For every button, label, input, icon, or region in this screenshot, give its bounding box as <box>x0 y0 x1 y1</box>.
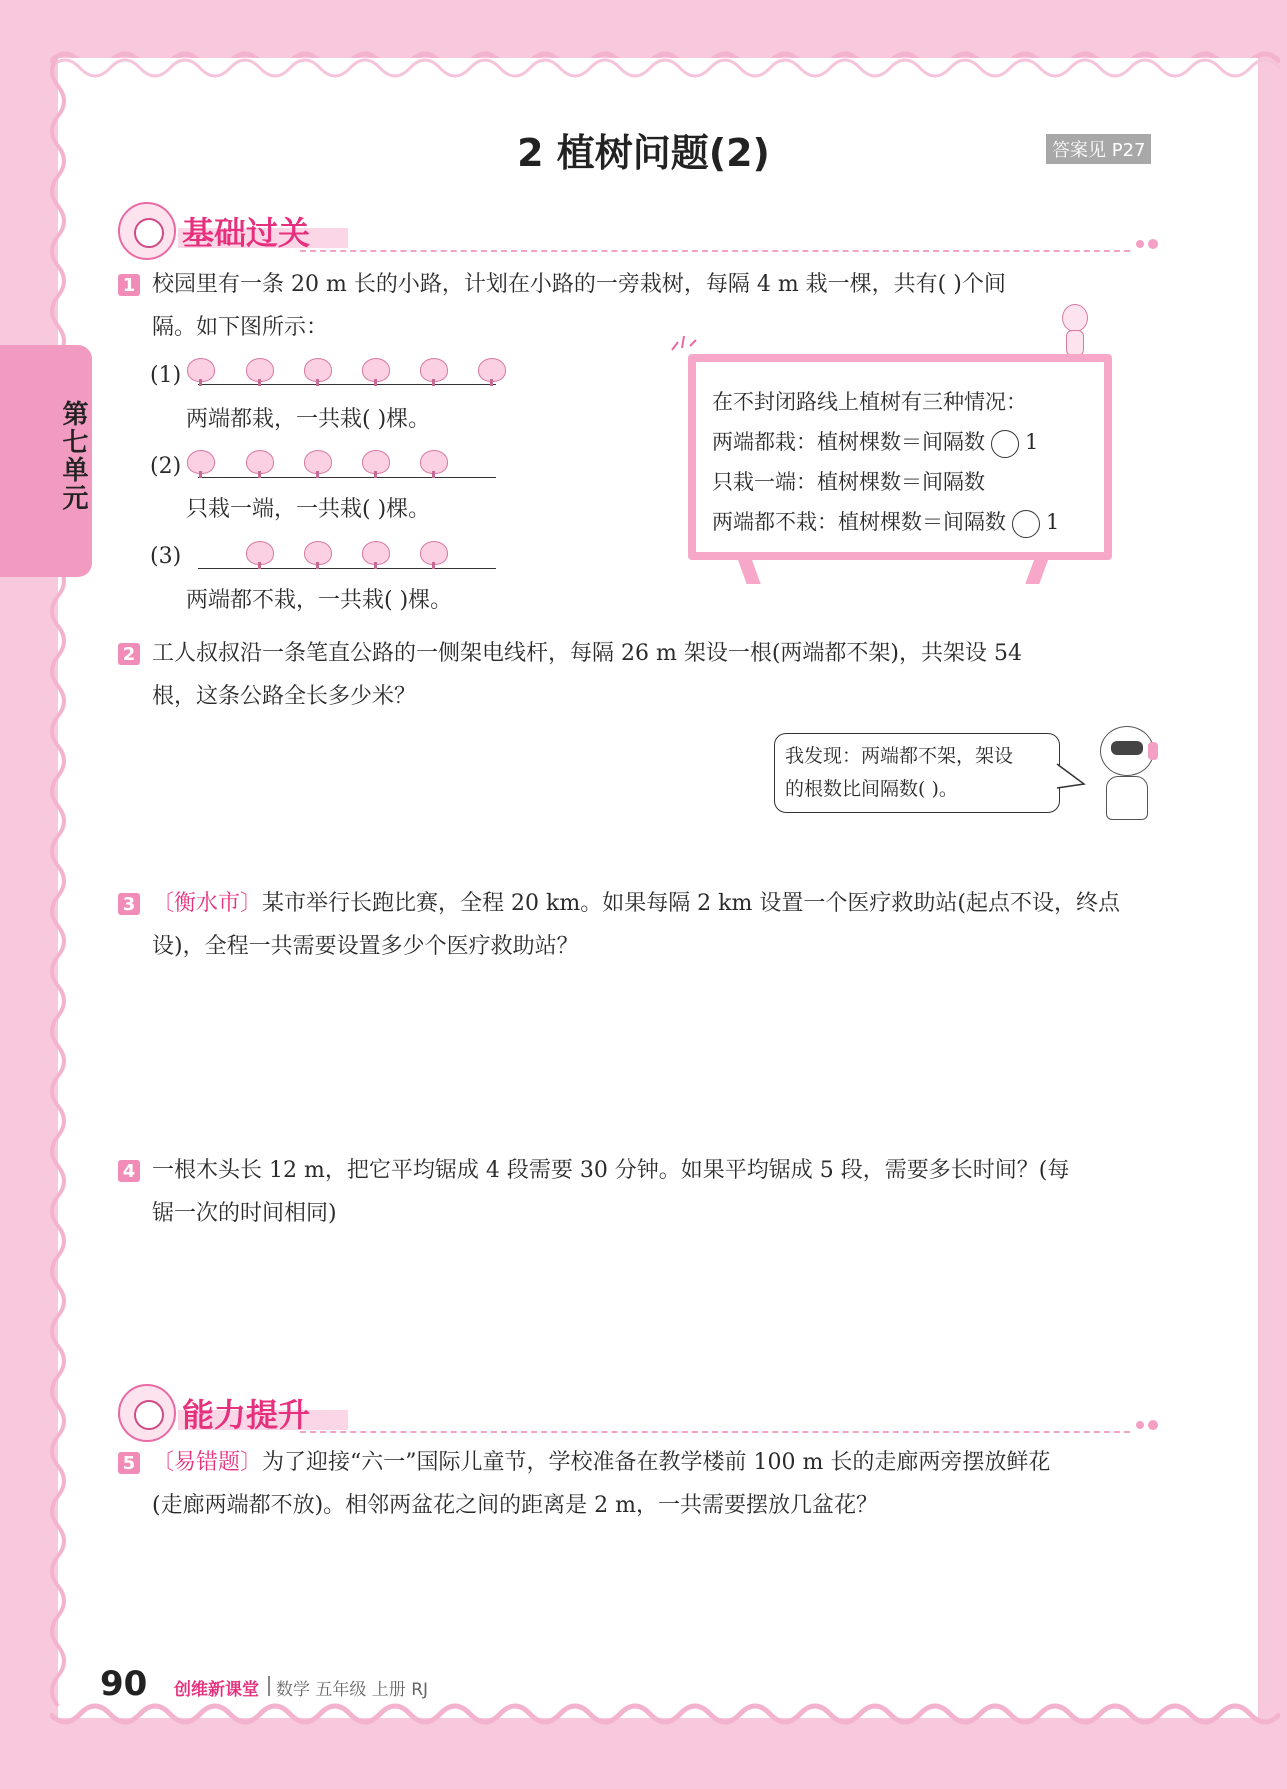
tree-icon <box>246 541 274 565</box>
q4-line-1: 一根木头长 12 m，把它平均锯成 4 段需要 30 分钟。如果平均锯成 5 段，需要多长时间？(每 <box>152 1158 1070 1183</box>
question-number-5: 5 <box>118 1452 140 1474</box>
girl-mascot-icon <box>118 202 176 260</box>
tree-icon <box>362 450 390 474</box>
q1-case-1-road <box>198 384 496 385</box>
decorative-wave-top-inner <box>50 46 1280 82</box>
answer-circle-blank[interactable] <box>1012 510 1040 538</box>
q1-case-3-label: (3) <box>150 544 182 569</box>
q1-case-2-label: (2) <box>150 454 182 479</box>
section-title-basic: 基础过关 <box>182 214 311 252</box>
tree-icon <box>304 358 332 382</box>
rule-line-1: 在不封闭路线上植树有三种情况： <box>712 390 1027 414</box>
answer-circle-blank[interactable] <box>991 430 1019 458</box>
tree-icon <box>304 450 332 474</box>
section-divider-basic <box>300 250 1130 252</box>
q3-line-2: 设)，全程一共需要设置多少个医疗救助站？ <box>152 934 579 959</box>
q5-line-1 <box>152 1442 1050 1484</box>
tree-icon <box>420 358 448 382</box>
monkey-mascot-icon <box>118 1384 176 1442</box>
q1-case-1-label: (1) <box>150 363 182 388</box>
rule-box-inner <box>696 362 1104 552</box>
question-number-4: 4 <box>118 1160 140 1182</box>
rule-line-2-text: 两端都栽：植树棵数＝间隔数 <box>712 430 985 454</box>
q5-line-1-text: 为了迎接“六一”国际儿童节，学校准备在教学楼前 100 m 长的走廊两旁摆放鲜花 <box>262 1450 1051 1475</box>
tree-icon <box>246 450 274 474</box>
tree-icon <box>187 358 215 382</box>
question-number-1: 1 <box>118 274 140 296</box>
hint-line-1: 我发现：两端都不架，架设 <box>785 745 1014 767</box>
tree-icon <box>246 358 274 382</box>
page-number: 90 <box>100 1664 148 1704</box>
decorative-dots-icon <box>1134 1418 1168 1432</box>
robot-mascot-icon <box>1096 726 1156 822</box>
tree-icon <box>187 450 215 474</box>
q5-source-tag: 〔易错题〕 <box>152 1450 263 1475</box>
question-number-3: 3 <box>118 893 140 915</box>
q1-case-3-text: 两端都不栽，一共栽( )棵。 <box>186 588 453 613</box>
q1-case-3-road <box>198 568 496 569</box>
q5-line-2: (走廊两端都不放)。相邻两盆花之间的距离是 2 m，一共需要摆放几盆花？ <box>152 1493 879 1518</box>
q1-line-2: 隔。如下图所示： <box>152 315 329 340</box>
page-title: 2 植树问题(2) <box>517 131 770 175</box>
section-title-advanced: 能力提升 <box>182 1396 311 1434</box>
unit-tab-label: 第七单元 <box>58 400 88 512</box>
rule-line-2 <box>712 422 1038 462</box>
q3-source-tag: 〔衡水市〕 <box>152 891 263 916</box>
rule-line-4 <box>712 502 1059 542</box>
q2-line-1: 工人叔叔沿一条笔直公路的一侧架电线杆，每隔 26 m 架设一根(两端都不架)，共架设 54 <box>152 641 1022 666</box>
decorative-wave-bottom <box>50 1700 1280 1736</box>
tree-icon <box>304 541 332 565</box>
rule-line-2-value: 1 <box>1025 430 1039 454</box>
decorative-wave-left <box>44 56 70 1716</box>
q3-line-1-text: 某市举行长跑比赛，全程 20 km。如果每隔 2 km 设置一个医疗救助站(起点不设，终点 <box>262 891 1120 916</box>
q1-line-1: 校园里有一条 20 m 长的小路，计划在小路的一旁栽树，每隔 4 m 栽一棵，共有( )个间 <box>152 272 1006 297</box>
rule-line-4-text: 两端都不栽：植树棵数＝间隔数 <box>712 510 1006 534</box>
rule-line-3: 只栽一端：植树棵数＝间隔数 <box>712 470 985 494</box>
q1-case-1-text: 两端都栽，一共栽( )棵。 <box>186 407 431 432</box>
decorative-dots-icon <box>1134 237 1168 251</box>
hint-line-2: 的根数比间隔数( )。 <box>785 778 958 800</box>
footer-book-info: 数学 五年级 上册 RJ <box>276 1680 429 1700</box>
rule-line-4-value: 1 <box>1046 510 1060 534</box>
tree-icon <box>420 541 448 565</box>
bubble-tail <box>1056 762 1086 790</box>
tree-icon <box>478 358 506 382</box>
q1-case-2-road <box>198 477 496 478</box>
hint-speech-bubble <box>774 733 1060 813</box>
tree-icon <box>362 541 390 565</box>
q4-line-2: 锯一次的时间相同) <box>152 1201 337 1226</box>
q1-case-2-text: 只栽一端，一共栽( )棵。 <box>186 497 431 522</box>
footer-brand: 创维新课堂 <box>174 1680 259 1700</box>
tree-icon <box>420 450 448 474</box>
tree-icon <box>362 358 390 382</box>
rule-box <box>688 354 1112 560</box>
answer-reference-badge: 答案见 P27 <box>1046 134 1151 164</box>
section-divider-advanced <box>300 1431 1130 1433</box>
q3-line-1 <box>152 883 1120 925</box>
question-number-2: 2 <box>118 643 140 665</box>
footer-separator <box>268 1676 270 1696</box>
q2-line-2: 根，这条公路全长多少米？ <box>152 684 417 709</box>
sparkle-icon <box>670 330 698 352</box>
